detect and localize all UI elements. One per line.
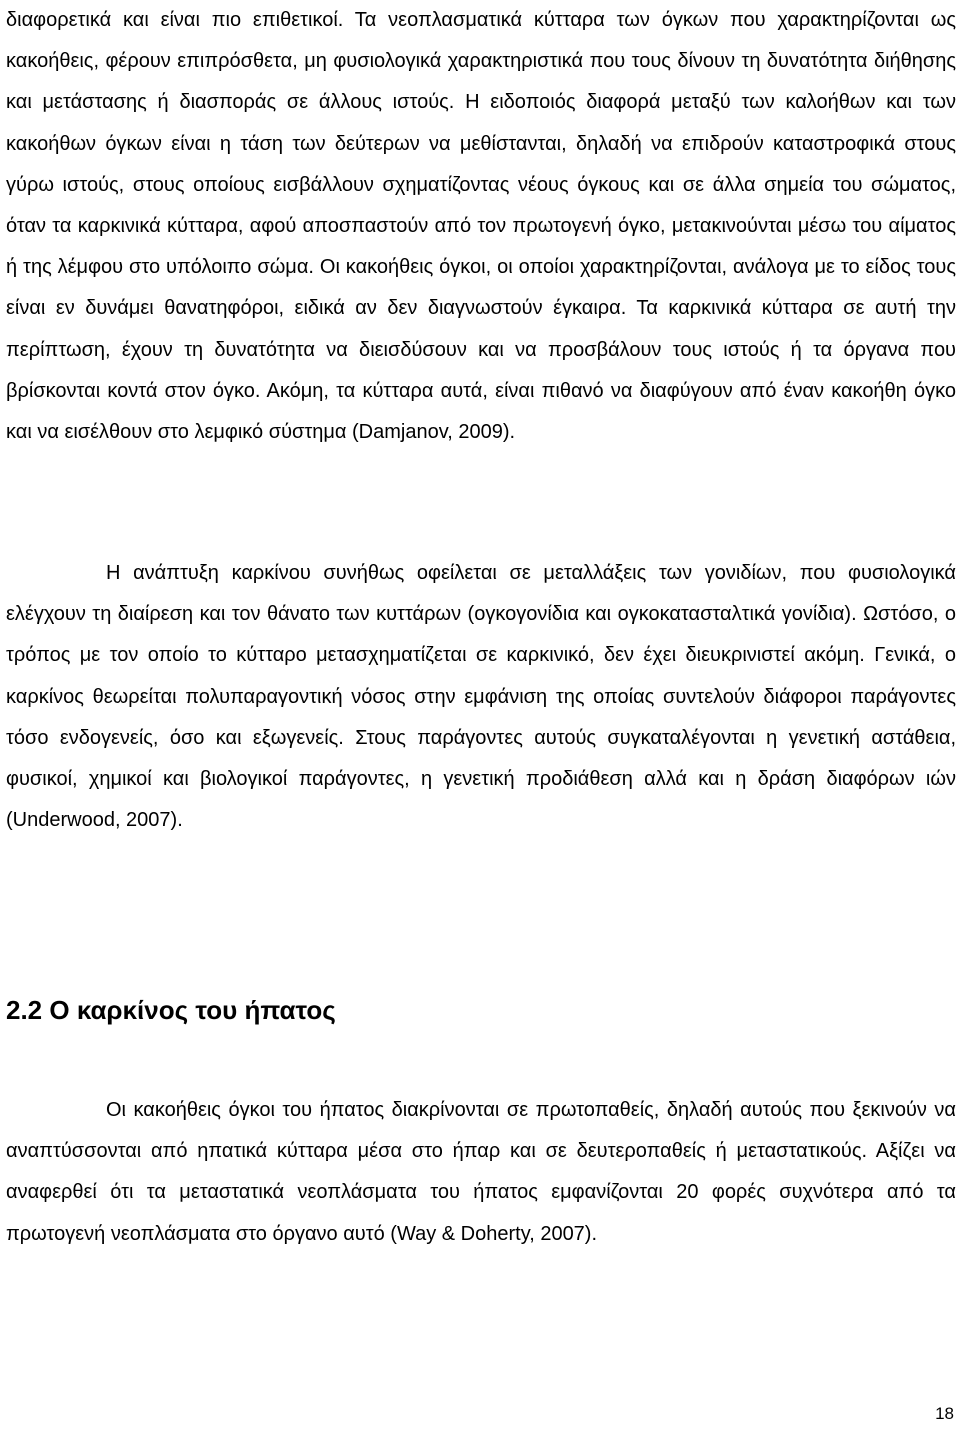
paragraph-text: διαφορετικά και είναι πιο επιθετικοί. Τα νεοπλασματικά κύτταρα των όγκων που χαρακτηρίζονται ως κακοήθεις, φέρουν επιπρόσθετα, μη φυσιολογικά χαρακτηριστικά που τους δίνουν τη δυνατότητα διήθησης και μετάστασης ή διασποράς σε άλλους ιστούς. Η ειδοποιός διαφορά μεταξύ των καλοήθων και των κακοήθων όγκων είναι η τάση των δεύτερων να μεθίστανται, δηλαδή να επιδρούν καταστροφικά στους γύρω ιστούς, στους οποίους εισβάλλουν σχηματίζοντας νέους όγκους και σε άλλα σημεία του σώματος, όταν τα καρκινικά κύτταρα, αφού αποσπαστούν από τον πρωτογενή όγκο, μετακινούνται μέσω του αίματος ή της λέμφου στο υπόλοιπο σώμα. Οι κακοήθεις όγκοι, οι οποίοι χαρακτηρίζονται, ανάλογα με το είδος τους είναι εν δυνάμει θανατηφόροι, ειδικά αν δεν διαγνωστούν έγκαιρα. Τα καρκινικά κύτταρα σε αυτή την περίπτωση, έχουν τη δυνατότητα να διεισδύσουν και να προσβάλουν τους ιστούς ή τα όργανα που βρίσκονται κοντά στον όγκο. Ακόμη, τα κύτταρα αυτά, είναι πιθανό να διαφύγουν από έναν κακοήθη όγκο και να εισέλθουν στο λεμφικό σύστημα (Damjanov, 2009). [6,9,956,444]
paragraph-text: Η ανάπτυξη καρκίνου συνήθως οφείλεται σε μεταλλάξεις των γονιδίων, που φυσιολογικά ελέγχουν τη διαίρεση και τον θάνατο των κυττάρων (ογκογονίδια και ογκοκατασταλτικά γονίδια). Ωστόσο, ο τρόπος με τον οποίο το κύτταρο μετασχηματίζεται σε καρκινικό, δεν έχει διευκρινιστεί ακόμη. Γενικά, ο καρκίνος θεωρείται πολυπαραγοντική νόσος στην εμφάνιση της οποίας συντελούν διάφοροι παράγοντες τόσο ενδογενείς, όσο και εξωγενείς. Στους παράγοντες αυτούς συγκαταλέγονται η γενετική αστάθεια, φυσικοί, χημικοί και βιολογικοί παράγοντες, η γενετική προδιάθεση αλλά και η δράση διαφόρων ιών (Underwood, 2007). [6,562,956,832]
body-paragraph [6,553,956,841]
body-paragraph [6,0,956,453]
body-paragraph [6,1090,956,1255]
section-heading: 2.2 Ο καρκίνος του ήπατος [6,995,336,1025]
paragraph-text: Οι κακοήθεις όγκοι του ήπατος διακρίνονται σε πρωτοπαθείς, δηλαδή αυτούς που ξεκινούν να αναπτύσσονται από ηπατικά κύτταρα μέσα στο ήπαρ και σε δευτεροπαθείς ή μεταστατικούς. Αξίζει να αναφερθεί ότι τα μεταστατικά νεοπλάσματα του ήπατος εμφανίζονται 20 φορές συχνότερα από τα πρωτογενή νεοπλάσματα στο όργανο αυτό (Way & Doherty, 2007). [6,1099,956,1245]
page-number: 18 [935,1404,954,1423]
